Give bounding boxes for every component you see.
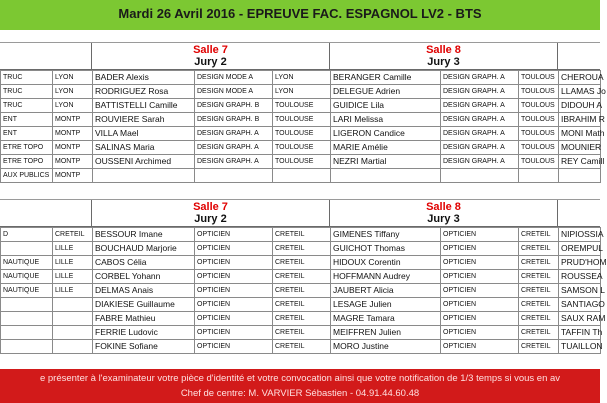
salle7-header — [92, 200, 330, 226]
city-cell: LYON — [53, 85, 93, 99]
candidate-name: VILLA Mael — [93, 127, 195, 141]
city-cell: LYON — [273, 71, 331, 85]
section-cell: OPTICIEN — [441, 326, 519, 340]
candidate-name: LIGERON Candice — [331, 127, 441, 141]
candidate-name: FERRIE Ludovic — [93, 326, 195, 340]
section-cell: DESIGN GRAPH. A — [195, 141, 273, 155]
city-cell: TOULOUSE — [273, 113, 331, 127]
city-cell: TOULOUS — [519, 85, 559, 99]
city-cell: TOULOUS — [519, 99, 559, 113]
candidate-name: OUSSENI Archimed — [93, 155, 195, 169]
section-cell: OPTICIEN — [195, 270, 273, 284]
salle-label: Salle 7 — [193, 201, 228, 213]
city-cell: LILLE — [53, 242, 93, 256]
candidate-name: MONI Math — [559, 127, 601, 141]
section-cell: OPTICIEN — [441, 228, 519, 242]
option-cell: TRUC — [1, 71, 53, 85]
candidate-name: REY Camill — [559, 155, 601, 169]
city-cell — [53, 312, 93, 326]
candidate-name: DELMAS Anais — [93, 284, 195, 298]
section-cell: OPTICIEN — [195, 298, 273, 312]
candidate-name: BADER Alexis — [93, 71, 195, 85]
city-cell: CRETEIL — [53, 228, 93, 242]
salle-label: Salle 8 — [426, 44, 461, 56]
candidate-name: CABOS Célia — [93, 256, 195, 270]
city-cell — [53, 326, 93, 340]
spacer-row — [0, 30, 600, 43]
candidate-name: MAGRE Tamara — [331, 312, 441, 326]
table-row — [1, 284, 601, 298]
page-title: Mardi 26 Avril 2016 - EPREUVE FAC. ESPAGNOL LV2 - BTS — [118, 6, 482, 21]
city-cell: CRETEIL — [273, 312, 331, 326]
candidate-name: IBRAHIM R — [559, 113, 601, 127]
city-cell: CRETEIL — [519, 326, 559, 340]
section-cell: DESIGN GRAPH. A — [195, 127, 273, 141]
candidate-name: FOKINE Sofiane — [93, 340, 195, 354]
section-cell: OPTICIEN — [195, 340, 273, 354]
city-cell: CRETEIL — [519, 340, 559, 354]
table-row — [1, 256, 601, 270]
candidate-name: HIDOUX Corentin — [331, 256, 441, 270]
candidate-name: MEIFFREN Julien — [331, 326, 441, 340]
candidate-name: MOUNIER — [559, 141, 601, 155]
candidate-name: CORBEL Yohann — [93, 270, 195, 284]
section-cell: DESIGN GRAPH. B — [195, 99, 273, 113]
candidate-name: SALINAS Maria — [93, 141, 195, 155]
city-cell: CRETEIL — [519, 284, 559, 298]
section-cell: OPTICIEN — [441, 340, 519, 354]
section-cell: OPTICIEN — [441, 256, 519, 270]
option-cell — [1, 340, 53, 354]
table-row — [1, 127, 601, 141]
city-cell: CRETEIL — [273, 340, 331, 354]
candidate-name: BATTISTELLI Camille — [93, 99, 195, 113]
section-cell: OPTICIEN — [195, 256, 273, 270]
section-cell — [441, 169, 519, 183]
jury-label: Jury 3 — [427, 213, 460, 225]
table-row — [1, 85, 601, 99]
table-row — [1, 326, 601, 340]
section-cell: DESIGN GRAPH. A — [441, 127, 519, 141]
table-row — [1, 169, 601, 183]
city-cell: CRETEIL — [273, 242, 331, 256]
city-cell: CRETEIL — [273, 256, 331, 270]
city-cell: TOULOUS — [519, 127, 559, 141]
candidate-name: MORO Justine — [331, 340, 441, 354]
option-cell: ENT — [1, 113, 53, 127]
candidate-name: BESSOUR Imane — [93, 228, 195, 242]
candidate-name: LARI Melissa — [331, 113, 441, 127]
candidate-name: NIPIOSSIA — [559, 228, 601, 242]
candidate-name: BOUCHAUD Marjorie — [93, 242, 195, 256]
candidate-name: HOFFMANN Audrey — [331, 270, 441, 284]
candidate-name: DELEGUE Adrien — [331, 85, 441, 99]
section-spacer — [0, 183, 600, 200]
option-cell: D — [1, 228, 53, 242]
option-cell: NAUTIQUE — [1, 256, 53, 270]
city-cell: CRETEIL — [519, 298, 559, 312]
section-cell: OPTICIEN — [441, 284, 519, 298]
candidate-name: SANTIAGO — [559, 298, 601, 312]
candidate-name: LLAMAS Jo — [559, 85, 601, 99]
section-cell: OPTICIEN — [441, 298, 519, 312]
city-cell: MONTP — [53, 169, 93, 183]
option-cell: NAUTIQUE — [1, 270, 53, 284]
section-cell: OPTICIEN — [441, 270, 519, 284]
city-cell: MONTP — [53, 127, 93, 141]
jury-label: Jury 2 — [194, 56, 227, 68]
option-cell: ETRE TOPO — [1, 155, 53, 169]
city-cell: TOULOUSE — [273, 127, 331, 141]
city-cell: LYON — [273, 85, 331, 99]
city-cell — [273, 169, 331, 183]
candidate-name: BERANGER Camille — [331, 71, 441, 85]
salle8-header — [330, 200, 558, 226]
option-cell — [1, 326, 53, 340]
table-row — [1, 312, 601, 326]
table-row — [1, 242, 601, 256]
section1-table — [0, 70, 606, 183]
candidate-name: FABRE Mathieu — [93, 312, 195, 326]
salle7-header — [92, 43, 330, 69]
city-cell: CRETEIL — [273, 270, 331, 284]
section-cell: OPTICIEN — [195, 228, 273, 242]
city-cell: CRETEIL — [519, 270, 559, 284]
option-cell: AUX PUBLICS — [1, 169, 53, 183]
notice-text: e présenter à l'examinateur votre pièce d'identité et votre convocation ainsi que votre notification de 1/3 temps si vous en av — [39, 373, 561, 384]
candidate-name: RODRIGUEZ Rosa — [93, 85, 195, 99]
city-cell: CRETEIL — [519, 312, 559, 326]
candidate-name: TAFFIN Th — [559, 326, 601, 340]
table-row — [1, 270, 601, 284]
city-cell: TOULOUSE — [273, 155, 331, 169]
salle-label: Salle 8 — [426, 201, 461, 213]
city-cell — [53, 298, 93, 312]
candidate-name: ROUSSEA — [559, 270, 601, 284]
salle8-header — [330, 43, 558, 69]
section-cell: OPTICIEN — [441, 312, 519, 326]
candidate-name: GIMENES Tiffany — [331, 228, 441, 242]
table-row — [1, 340, 601, 354]
city-cell: LILLE — [53, 256, 93, 270]
city-cell: CRETEIL — [519, 242, 559, 256]
city-cell: TOULOUSE — [273, 99, 331, 113]
section-cell: DESIGN GRAPH. A — [441, 85, 519, 99]
table-row — [1, 155, 601, 169]
candidate-name: DIDOUH A — [559, 99, 601, 113]
city-cell: TOULOUS — [519, 71, 559, 85]
table-row — [1, 113, 601, 127]
section-cell: OPTICIEN — [195, 242, 273, 256]
city-cell: MONTP — [53, 113, 93, 127]
option-cell — [1, 242, 53, 256]
candidate-name: CHEROUA — [559, 71, 601, 85]
city-cell — [53, 340, 93, 354]
option-cell — [1, 298, 53, 312]
section1-header — [0, 43, 600, 70]
section-cell: DESIGN GRAPH. A — [441, 71, 519, 85]
city-cell: TOULOUS — [519, 113, 559, 127]
city-cell: CRETEIL — [273, 326, 331, 340]
section-cell: OPTICIEN — [441, 242, 519, 256]
section-cell: DESIGN GRAPH. A — [441, 113, 519, 127]
candidate-name — [331, 169, 441, 183]
candidate-name: SAMSON L — [559, 284, 601, 298]
candidate-name: LESAGE Julien — [331, 298, 441, 312]
section-cell: OPTICIEN — [195, 284, 273, 298]
table-row — [1, 298, 601, 312]
candidate-name: GUICHOT Thomas — [331, 242, 441, 256]
candidate-name: NEZRI Martial — [331, 155, 441, 169]
city-cell: CRETEIL — [273, 228, 331, 242]
option-cell: NAUTIQUE — [1, 284, 53, 298]
table-row — [1, 141, 601, 155]
option-cell: ETRE TOPO — [1, 141, 53, 155]
candidate-name: GUIDICE Lila — [331, 99, 441, 113]
section-cell: DESIGN GRAPH. B — [195, 113, 273, 127]
section2-header — [0, 200, 600, 227]
city-cell: CRETEIL — [273, 298, 331, 312]
candidate-name: PRUD'HOM — [559, 256, 601, 270]
candidate-name: DIAKIESE Guillaume — [93, 298, 195, 312]
option-cell — [1, 312, 53, 326]
jury-label: Jury 2 — [194, 213, 227, 225]
city-cell: LYON — [53, 99, 93, 113]
table-row — [1, 228, 601, 242]
candidate-name: TUAILLON — [559, 340, 601, 354]
section-cell: OPTICIEN — [195, 326, 273, 340]
candidate-name — [93, 169, 195, 183]
section-cell: DESIGN GRAPH. A — [441, 155, 519, 169]
city-cell: LILLE — [53, 270, 93, 284]
city-cell: CRETEIL — [273, 284, 331, 298]
city-cell: CRETEIL — [519, 228, 559, 242]
city-cell: LILLE — [53, 284, 93, 298]
candidate-name: MARIE Amélie — [331, 141, 441, 155]
table-row — [1, 71, 601, 85]
title-banner — [0, 0, 600, 30]
city-cell: MONTP — [53, 155, 93, 169]
table-row — [1, 99, 601, 113]
city-cell: TOULOUS — [519, 155, 559, 169]
city-cell: CRETEIL — [519, 256, 559, 270]
city-cell: TOULOUS — [519, 141, 559, 155]
section-cell: DESIGN MODE A — [195, 85, 273, 99]
contact-text: Chef de centre: M. VARVIER Sébastien - 04.91.44.60.48 — [180, 388, 420, 399]
jury-label: Jury 3 — [427, 56, 460, 68]
city-cell: LYON — [53, 71, 93, 85]
option-cell: TRUC — [1, 99, 53, 113]
candidate-name: JAUBERT Alicia — [331, 284, 441, 298]
section-cell: DESIGN GRAPH. A — [195, 155, 273, 169]
footer-notice — [0, 369, 600, 403]
section-cell: DESIGN MODE A — [195, 71, 273, 85]
option-cell: TRUC — [1, 85, 53, 99]
candidate-name: ROUVIERE Sarah — [93, 113, 195, 127]
candidate-name — [559, 169, 601, 183]
section-cell — [195, 169, 273, 183]
city-cell: TOULOUSE — [273, 141, 331, 155]
section-cell: OPTICIEN — [195, 312, 273, 326]
candidate-name: SAUX RAM — [559, 312, 601, 326]
section2-table — [0, 227, 607, 354]
candidate-name: OREMPUL — [559, 242, 601, 256]
salle-label: Salle 7 — [193, 44, 228, 56]
city-cell — [519, 169, 559, 183]
option-cell: ENT — [1, 127, 53, 141]
section-cell: DESIGN GRAPH. A — [441, 99, 519, 113]
schedule-sheet — [0, 30, 607, 354]
city-cell: MONTP — [53, 141, 93, 155]
section-cell: DESIGN GRAPH. A — [441, 141, 519, 155]
